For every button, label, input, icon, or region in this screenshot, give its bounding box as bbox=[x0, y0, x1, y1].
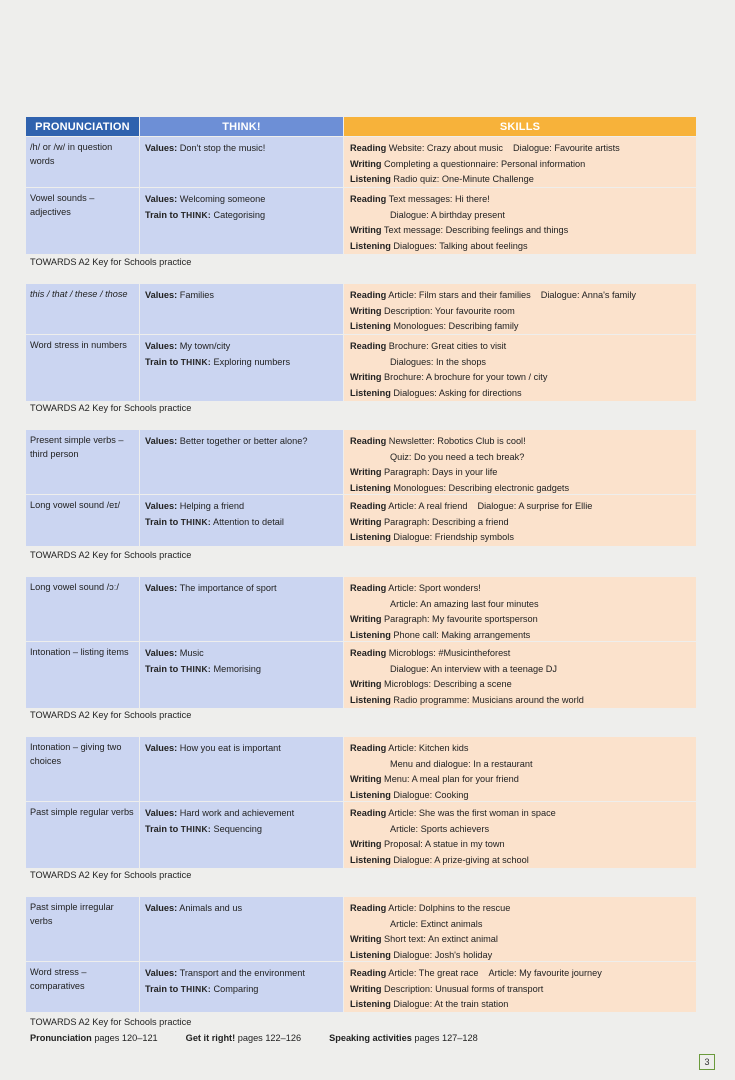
pronunciation-text: /h/ or /w/ in question words bbox=[30, 142, 113, 166]
skills-cell bbox=[344, 188, 696, 254]
skills-line bbox=[350, 515, 692, 531]
think-line bbox=[145, 822, 339, 838]
skills-line bbox=[350, 837, 692, 853]
pronunciation-cell bbox=[26, 802, 139, 868]
skill-text: Article: Sport wonders! bbox=[386, 583, 481, 593]
pronunciation-text: Long vowel sound /ɔː/ bbox=[30, 582, 119, 592]
skills-line bbox=[350, 662, 692, 678]
skills-line bbox=[350, 465, 692, 481]
skills-cell bbox=[344, 737, 696, 801]
footer-label: Get it right! bbox=[185, 1033, 236, 1043]
skill-type: Listening bbox=[350, 174, 391, 184]
skills-cell bbox=[344, 962, 696, 1012]
skills-line bbox=[350, 386, 692, 402]
skills-cell bbox=[344, 284, 696, 334]
skills-line bbox=[350, 581, 692, 597]
skills-line bbox=[350, 239, 692, 255]
think-label: Train to bbox=[145, 983, 181, 994]
think-cell bbox=[140, 962, 343, 1012]
think-text: Welcoming someone bbox=[177, 194, 266, 204]
think-cell bbox=[140, 802, 343, 868]
skill-text: Dialogue: An interview with a teenage DJ bbox=[390, 663, 558, 674]
footer-label: Pronunciation bbox=[30, 1033, 92, 1043]
think-label: Values: bbox=[145, 501, 178, 511]
skill-type: Listening bbox=[350, 789, 391, 800]
unit-row bbox=[26, 188, 696, 254]
skills-line bbox=[350, 157, 692, 173]
skills-line bbox=[350, 434, 692, 450]
footer-reference bbox=[30, 1033, 158, 1043]
think-label: Values: bbox=[145, 436, 178, 446]
footer-reference bbox=[186, 1033, 301, 1043]
skill-text: Article: The great race bbox=[386, 968, 479, 978]
think-text: Transport and the environment bbox=[177, 968, 305, 978]
think-cell bbox=[140, 137, 343, 187]
skill-text: Phone call: Making arrangements bbox=[390, 629, 531, 640]
skill-type: Writing bbox=[350, 614, 382, 624]
towards-practice-label: TOWARDS A2 Key for Schools practice bbox=[30, 710, 192, 720]
think-label: Values: bbox=[145, 583, 178, 593]
think-keyword: THINK: bbox=[180, 516, 211, 527]
skill-text: Dialogue: Anna's family bbox=[540, 290, 636, 300]
towards-practice-label: TOWARDS A2 Key for Schools practice bbox=[30, 1017, 192, 1027]
skills-cell bbox=[344, 577, 696, 641]
skill-text: Newsletter: Robotics Club is cool! bbox=[386, 436, 526, 446]
skills-line bbox=[350, 223, 692, 239]
skill-text: Text messages: Hi there! bbox=[386, 194, 490, 204]
think-keyword: THINK: bbox=[180, 663, 211, 674]
skill-type: Writing bbox=[350, 934, 382, 944]
pronunciation-text: this / that / these / those bbox=[30, 289, 128, 299]
think-text: Categorising bbox=[210, 209, 266, 220]
think-line bbox=[145, 581, 339, 597]
skills-line bbox=[350, 757, 692, 773]
think-label: Train to bbox=[145, 356, 181, 367]
skill-text: Dialogues: In the shops bbox=[390, 356, 487, 367]
skill-text: Menu and dialogue: In a restaurant bbox=[390, 758, 533, 769]
think-line bbox=[145, 434, 339, 450]
think-label: Values: bbox=[145, 143, 178, 153]
pronunciation-cell bbox=[26, 335, 139, 401]
skill-text: Paragraph: Describing a friend bbox=[381, 516, 509, 527]
skill-text: Menu: A meal plan for your friend bbox=[381, 774, 519, 784]
think-cell bbox=[140, 737, 343, 801]
skill-text: Website: Crazy about music bbox=[386, 143, 504, 153]
skills-line bbox=[350, 339, 692, 355]
skill-type: Writing bbox=[350, 839, 382, 849]
skill-text: Completing a questionnaire: Personal information bbox=[381, 158, 586, 169]
footer-label: Speaking activities bbox=[329, 1033, 412, 1043]
skills-line bbox=[350, 304, 692, 320]
pronunciation-cell bbox=[26, 737, 139, 801]
skills-cell bbox=[344, 802, 696, 868]
skill-type: Listening bbox=[350, 694, 391, 705]
skill-text: Dialogue: Friendship symbols bbox=[390, 532, 514, 542]
skill-text: Article: Dolphins to the rescue bbox=[386, 903, 511, 913]
skill-text: Radio quiz: One-Minute Challenge bbox=[390, 174, 534, 184]
skill-text: Monologues: Describing electronic gadgets bbox=[390, 482, 570, 493]
skills-line bbox=[350, 693, 692, 709]
think-label: Train to bbox=[145, 516, 181, 527]
pronunciation-text: Vowel sounds – adjectives bbox=[30, 193, 95, 217]
skills-line bbox=[350, 355, 692, 371]
skill-type: Reading bbox=[350, 290, 387, 300]
think-cell bbox=[140, 495, 343, 546]
skill-text: Brochure: A brochure for your town / city bbox=[381, 372, 548, 382]
skill-type: Reading bbox=[350, 808, 387, 818]
unit-row bbox=[26, 495, 696, 546]
think-line bbox=[145, 288, 339, 304]
think-line bbox=[145, 982, 339, 998]
skill-text: Brochure: Great cities to visit bbox=[386, 341, 507, 351]
header-pronunciation: PRONUNCIATION bbox=[26, 117, 139, 136]
think-cell bbox=[140, 284, 343, 334]
skill-text: Dialogue: A prize-giving at school bbox=[390, 854, 529, 865]
skills-line bbox=[350, 450, 692, 466]
pronunciation-cell bbox=[26, 430, 139, 494]
skills-cell bbox=[344, 642, 696, 708]
think-line bbox=[145, 901, 339, 917]
think-text: Helping a friend bbox=[177, 501, 245, 511]
skill-type: Listening bbox=[350, 240, 391, 251]
pronunciation-text: Past simple irregular verbs bbox=[30, 902, 114, 926]
think-keyword: THINK: bbox=[180, 823, 211, 834]
skills-line bbox=[350, 208, 692, 224]
skills-line bbox=[350, 997, 692, 1013]
skill-text: Article: Kitchen kids bbox=[386, 743, 469, 753]
think-label: Values: bbox=[145, 743, 178, 753]
towards-practice-label: TOWARDS A2 Key for Schools practice bbox=[30, 403, 192, 413]
pronunciation-text: Intonation – giving two choices bbox=[30, 742, 122, 766]
think-cell bbox=[140, 577, 343, 641]
think-text: Don't stop the music! bbox=[177, 143, 266, 153]
think-text: Exploring numbers bbox=[210, 356, 291, 367]
pronunciation-cell bbox=[26, 284, 139, 334]
page-number: 3 bbox=[699, 1054, 715, 1070]
footer-pages: pages 122–126 bbox=[235, 1033, 302, 1043]
skills-cell bbox=[344, 897, 696, 961]
skill-text: Dialogue: At the train station bbox=[390, 999, 509, 1009]
think-label: Values: bbox=[145, 648, 178, 658]
skill-text: Microblogs: #Musicintheforest bbox=[386, 648, 511, 658]
think-text: How you eat is important bbox=[177, 743, 281, 753]
skill-type: Writing bbox=[350, 516, 382, 527]
skills-line bbox=[350, 932, 692, 948]
think-line bbox=[145, 355, 339, 371]
skill-text: Description: Your favourite room bbox=[381, 305, 515, 316]
think-label: Values: bbox=[145, 903, 178, 913]
skill-type: Listening bbox=[350, 854, 391, 865]
skill-text: Dialogue: Favourite artists bbox=[513, 143, 620, 153]
skill-type: Listening bbox=[350, 321, 391, 331]
skill-type: Writing bbox=[350, 225, 382, 235]
think-line bbox=[145, 741, 339, 757]
footer-references bbox=[30, 1033, 506, 1043]
skills-cell bbox=[344, 137, 696, 187]
think-text: Attention to detail bbox=[210, 516, 284, 527]
skill-text: Quiz: Do you need a tech break? bbox=[390, 451, 525, 462]
think-line bbox=[145, 806, 339, 822]
header-think: THINK! bbox=[140, 117, 343, 136]
skills-cell bbox=[344, 495, 696, 546]
think-cell bbox=[140, 430, 343, 494]
skills-line bbox=[350, 192, 692, 208]
think-text: My town/city bbox=[177, 341, 231, 351]
skill-text: Description: Unusual forms of transport bbox=[381, 983, 544, 994]
skill-type: Writing bbox=[350, 305, 382, 316]
skills-line bbox=[350, 788, 692, 804]
think-label: Values: bbox=[145, 968, 178, 978]
towards-practice-label: TOWARDS A2 Key for Schools practice bbox=[30, 550, 192, 560]
skill-type: Reading bbox=[350, 903, 387, 913]
skill-text: Radio programme: Musicians around the world bbox=[390, 694, 584, 705]
think-keyword: THINK: bbox=[180, 356, 211, 367]
skills-line bbox=[350, 853, 692, 869]
think-text: The importance of sport bbox=[177, 583, 277, 593]
pronunciation-cell bbox=[26, 188, 139, 254]
think-label: Values: bbox=[145, 341, 178, 351]
skills-line bbox=[350, 319, 692, 335]
think-line bbox=[145, 208, 339, 224]
skills-line bbox=[350, 966, 692, 982]
think-line bbox=[145, 499, 339, 515]
footer-reference bbox=[329, 1033, 478, 1043]
think-label: Values: bbox=[145, 194, 178, 204]
skills-line bbox=[350, 646, 692, 662]
skill-type: Reading bbox=[350, 968, 387, 978]
think-cell bbox=[140, 897, 343, 961]
skill-type: Reading bbox=[350, 583, 387, 593]
unit-row bbox=[26, 577, 696, 641]
skill-text: Paragraph: My favourite sportsperson bbox=[381, 614, 538, 624]
skills-line bbox=[350, 982, 692, 998]
think-cell bbox=[140, 188, 343, 254]
pronunciation-text: Word stress – comparatives bbox=[30, 967, 87, 991]
unit-row bbox=[26, 137, 696, 187]
skill-text: Article: Film stars and their families bbox=[386, 290, 531, 300]
skills-line bbox=[350, 612, 692, 628]
skill-text: Dialogue: A surprise for Ellie bbox=[477, 501, 593, 511]
skill-type: Listening bbox=[350, 387, 391, 398]
skill-type: Listening bbox=[350, 949, 391, 960]
pronunciation-cell bbox=[26, 962, 139, 1012]
skill-text: Article: Extinct animals bbox=[390, 918, 483, 929]
skill-type: Reading bbox=[350, 194, 387, 204]
skill-type: Listening bbox=[350, 999, 391, 1009]
skills-line bbox=[350, 530, 692, 546]
skill-text: Article: She was the first woman in space bbox=[386, 808, 556, 818]
think-keyword: THINK: bbox=[180, 209, 211, 220]
footer-pages: pages 120–121 bbox=[91, 1033, 158, 1043]
pronunciation-text: Intonation – listing items bbox=[30, 647, 129, 657]
header-skills: SKILLS bbox=[344, 117, 696, 136]
pronunciation-cell bbox=[26, 897, 139, 961]
footer-pages: pages 127–128 bbox=[411, 1033, 478, 1043]
skills-line bbox=[350, 806, 692, 822]
skill-text: Paragraph: Days in your life bbox=[381, 467, 498, 477]
skill-type: Reading bbox=[350, 436, 387, 446]
unit-row bbox=[26, 642, 696, 708]
skill-text: Proposal: A statue in my town bbox=[381, 839, 505, 849]
skill-text: Dialogue: A birthday present bbox=[390, 209, 505, 220]
think-line bbox=[145, 339, 339, 355]
skills-line bbox=[350, 141, 692, 157]
skills-line bbox=[350, 917, 692, 933]
skill-text: Dialogues: Talking about feelings bbox=[390, 240, 528, 251]
skills-line bbox=[350, 597, 692, 613]
pronunciation-cell bbox=[26, 642, 139, 708]
unit-row bbox=[26, 962, 696, 1012]
pronunciation-text: Word stress in numbers bbox=[30, 340, 127, 350]
unit-row bbox=[26, 284, 696, 334]
think-text: Hard work and achievement bbox=[177, 808, 295, 818]
skills-line bbox=[350, 628, 692, 644]
think-text: Animals and us bbox=[177, 903, 243, 913]
think-label: Train to bbox=[145, 663, 181, 674]
skill-type: Reading bbox=[350, 501, 387, 511]
skills-line bbox=[350, 822, 692, 838]
skills-cell bbox=[344, 335, 696, 401]
think-cell bbox=[140, 642, 343, 708]
unit-row bbox=[26, 430, 696, 494]
towards-practice-label: TOWARDS A2 Key for Schools practice bbox=[30, 257, 192, 267]
skills-line bbox=[350, 481, 692, 497]
think-cell bbox=[140, 335, 343, 401]
skill-type: Reading bbox=[350, 648, 387, 658]
pronunciation-cell bbox=[26, 137, 139, 187]
skill-type: Reading bbox=[350, 341, 387, 351]
skill-type: Writing bbox=[350, 467, 382, 477]
skills-line bbox=[350, 948, 692, 964]
skills-line bbox=[350, 172, 692, 188]
think-text: Families bbox=[177, 290, 214, 300]
skill-type: Writing bbox=[350, 372, 382, 382]
skill-text: Monologues: Describing family bbox=[390, 321, 519, 331]
skills-line bbox=[350, 677, 692, 693]
skill-text: Short text: An extinct animal bbox=[381, 934, 498, 944]
skill-type: Listening bbox=[350, 532, 391, 542]
skill-type: Writing bbox=[350, 983, 382, 994]
skills-cell bbox=[344, 430, 696, 494]
skills-line bbox=[350, 288, 692, 304]
think-label: Train to bbox=[145, 209, 181, 220]
towards-practice-label: TOWARDS A2 Key for Schools practice bbox=[30, 870, 192, 880]
pronunciation-cell bbox=[26, 577, 139, 641]
skill-text: Article: An amazing last four minutes bbox=[390, 598, 539, 609]
skill-text: Article: My favourite journey bbox=[488, 968, 602, 978]
think-text: Memorising bbox=[210, 663, 261, 674]
skill-text: Article: A real friend bbox=[386, 501, 468, 511]
unit-row bbox=[26, 897, 696, 961]
skill-type: Reading bbox=[350, 143, 387, 153]
think-text: Music bbox=[177, 648, 204, 658]
think-keyword: THINK: bbox=[180, 983, 211, 994]
skills-line bbox=[350, 370, 692, 386]
skill-type: Writing bbox=[350, 158, 382, 169]
skills-line bbox=[350, 499, 692, 515]
think-line bbox=[145, 192, 339, 208]
skill-type: Writing bbox=[350, 679, 382, 689]
think-text: Comparing bbox=[210, 983, 259, 994]
skills-line bbox=[350, 741, 692, 757]
unit-row bbox=[26, 335, 696, 401]
skills-line bbox=[350, 901, 692, 917]
pronunciation-text: Past simple regular verbs bbox=[30, 807, 134, 817]
pronunciation-text: Long vowel sound /eɪ/ bbox=[30, 500, 121, 510]
think-label: Train to bbox=[145, 823, 181, 834]
think-line bbox=[145, 515, 339, 531]
think-text: Better together or better alone? bbox=[177, 436, 308, 446]
skill-type: Listening bbox=[350, 629, 391, 640]
skill-text: Text message: Describing feelings and things bbox=[381, 225, 569, 235]
skill-type: Writing bbox=[350, 774, 382, 784]
think-line bbox=[145, 966, 339, 982]
skill-text: Dialogue: Cooking bbox=[390, 789, 469, 800]
think-line bbox=[145, 662, 339, 678]
pronunciation-text: Present simple verbs – third person bbox=[30, 435, 124, 459]
think-text: Sequencing bbox=[210, 823, 263, 834]
think-label: Values: bbox=[145, 290, 178, 300]
skill-text: Article: Sports achievers bbox=[390, 823, 490, 834]
pronunciation-cell bbox=[26, 495, 139, 546]
skill-type: Reading bbox=[350, 743, 387, 753]
skill-text: Microblogs: Describing a scene bbox=[381, 679, 512, 689]
skills-line bbox=[350, 772, 692, 788]
think-line bbox=[145, 141, 339, 157]
skill-text: Dialogue: Josh's holiday bbox=[390, 949, 493, 960]
unit-row bbox=[26, 737, 696, 801]
unit-row bbox=[26, 802, 696, 868]
skill-text: Dialogues: Asking for directions bbox=[390, 387, 522, 398]
think-line bbox=[145, 646, 339, 662]
think-label: Values: bbox=[145, 808, 178, 818]
skill-type: Listening bbox=[350, 482, 391, 493]
